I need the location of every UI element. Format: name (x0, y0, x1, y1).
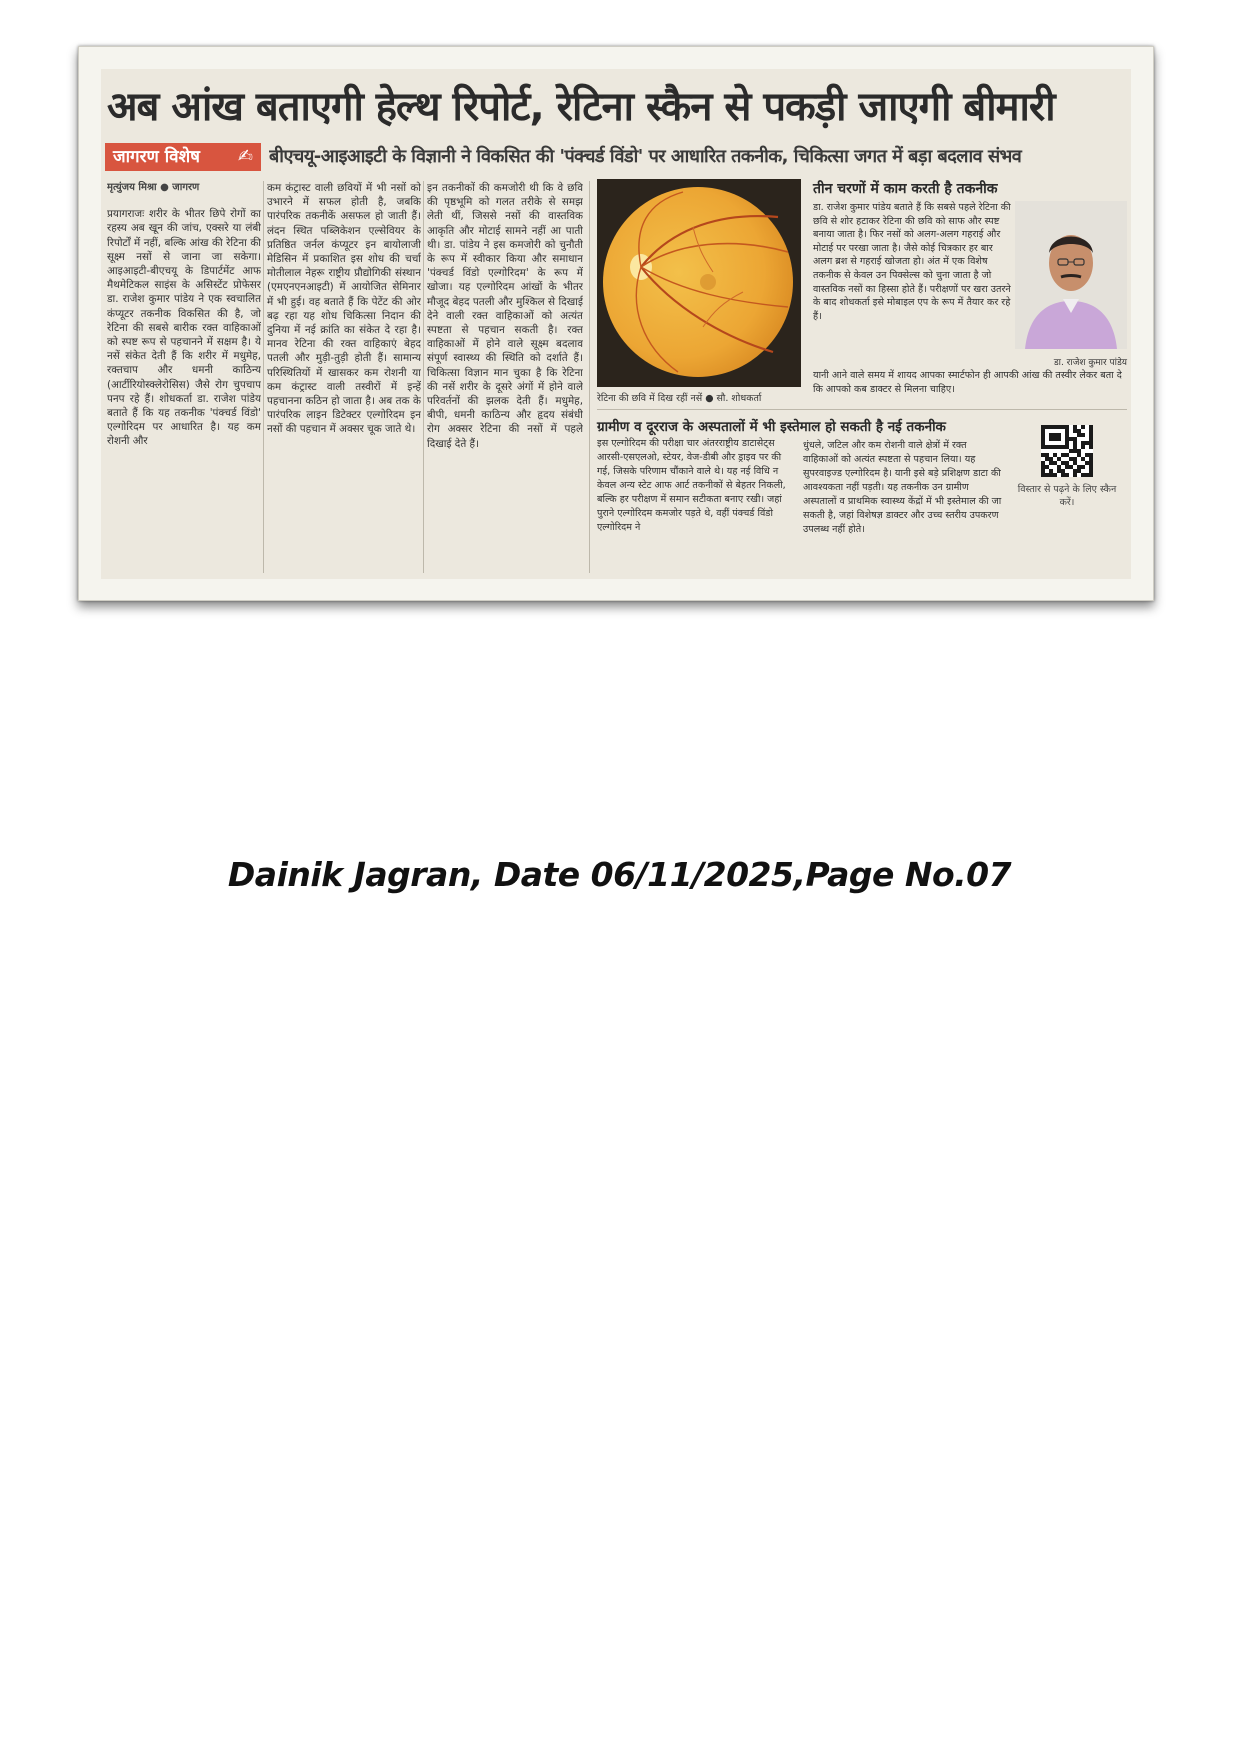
section-tag (105, 143, 261, 171)
clipping-content (101, 69, 1131, 579)
newspaper-clipping (78, 46, 1154, 601)
pen-icon: ✍ (237, 146, 253, 167)
image-caption: रेटिना की छवि में दिख रहीं नसें ● सौ. शोधकर्ता (597, 393, 762, 404)
article-column-2: कम कंट्रास्ट वाली छवियों में भी नसों को उभारने में सफल होती है, जबकि पारंपरिक तकनीकें असफल हो जाती हैं। लंदन स्थित पब्लिकेशन एल्सेवियर के प्रतिष्ठित जर्नल कंप्यूटर इन बायोलाजी मेडिसिन में प्रकाशित इस शोध की चर्चा मोतीलाल नेहरू राष्ट्रीय प्रौद्योगिकी संस्थान (एमएनएनआइटी) में आयोजित सेमिनार में भी हुई। वह बताते हैं कि पेटेंट की ओर बढ़ रहा यह शोध चिकित्सा निदान की दुनिया में नई क्रांति का संकेत दे रहा है। मानव रेटिना की रक्त वाहिकाएं बेहद पतली और मुड़ी-तुड़ी होती हैं। सामान्य परिस्थितियों में खासकर कम रोशनी या कम कंट्रास्ट वाली तस्वीरों में इन्हें पहचानना कठिन हो जाता है। अब तक के पारंपरिक लाइन डिटेक्टर एल्गोरिदम इन नसों की पहचान में अक्सर चूक जाते थे। (267, 182, 421, 436)
column-divider (589, 181, 590, 573)
researcher-photo (1015, 201, 1127, 349)
photo-caption: डा. राजेश कुमार पांडेय (1053, 358, 1127, 368)
scan-instruction: विस्तार से पढ़ने के लिए स्कैन करें। (1017, 484, 1117, 508)
qr-code (1041, 425, 1093, 477)
section-tag-label: जागरण विशेष (113, 147, 200, 167)
article-column-3: इन तकनीकों की कमजोरी थी कि वे छवि की पृष्ठभूमि को गलत तरीके से समझ लेती थीं, जिससे नसों की वास्तविक आकृति और मोटाई सामने नहीं आ पाती थी। डा. पांडेय ने इस कमजोरी को चुनौती के रूप में स्वीकार किया और समाधान 'पंक्चर्ड विंडो एल्गोरिदम' के रूप में खोजा। यह एल्गोरिदम आंखों के भीतर मौजूद बेहद पतली और मुश्किल से दिखाई देने वाली रक्त वाहिकाओं को अत्यंत स्पष्टता से पहचान सकती है। रक्त वाहिकाओं में होने वाले सूक्ष्म बदलाव संपूर्ण स्वास्थ्य की स्थिति को दर्शाते हैं। चिकित्सा विज्ञान मान चुका है कि रेटिना की नसें शरीर के दूसरे अंगों में होने वाले परिवर्तनों की झलक देती हैं। मधुमेह, बीपी, धमनी काठिन्य और हृदय संबंधी रोग अक्सर रेटिना की नसों में पहले दिखाई देते हैं। (427, 182, 583, 450)
byline: मृत्युंजय मिश्रा ● जागरण (107, 182, 200, 193)
column-divider (423, 181, 424, 573)
sidebar-text: डा. राजेश कुमार पांडेय बताते हैं कि सबसे पहले रेटिना की छवि से शोर हटाकर रेटिना की छवि को साफ और स्पष्ट बनाया जाता है। फिर नसों को अलग-अलग गहराई और मोटाई पर परखा जाता है। जैसे कोई चित्रकार हर बार अलग ब्रश से गहराई खोजता हो। अंत में एक विशेष तकनीक से केवल उन पिक्सेल्स को चुना जाता है जो वास्तविक नसों का हिस्सा होते हैं। परीक्षणों पर खरा उतरने के बाद शोधकर्ता इसे मोबाइल एप के रूप में तैयार कर रहे हैं। (813, 202, 1011, 322)
column-1-text: प्रयागराजः शरीर के भीतर छिपे रोगों का रहस्य अब खून की जांच, एक्सरे या लंबी रिपोर्टों में नहीं, बल्कि आंख की रेटिना की सूक्ष्म नसों से जाना जा सकेगा। आइआइटी-बीएचयू के डिपार्टमेंट आफ मैथमेटिकल साइंस के असिस्टेंट प्रोफेसर डा. राजेश कुमार पांडेय ने एक स्वचालित कंप्यूटर तकनीक विकसित की है, जो रेटिना की सबसे बारीक रक्त वाहिकाओं को स्पष्ट रूप से पहचानने में सक्षम है। ये नसें संकेत देती हैं कि शरीर में मधुमेह, रक्तचाप और धमनी काठिन्य (आर्टीरियोस्क्लेरोसिस) जैसे रोग चुपचाप पनप रहे हैं। शोधकर्ता डा. राजेश पांडेय बताते हैं कि यह तकनीक 'पंक्चर्ड विंडो' एल्गोरिदम पर आधारित है। यह कम रोशनी और (107, 208, 261, 448)
rural-column-2: धुंधले, जटिल और कम रोशनी वाले क्षेत्रों में रक्त वाहिकाओं को अत्यंत स्पष्टता से पहचान लिया। यह सुपरवाइज्ड एल्गोरिदम है। यानी इसे बड़े प्रशिक्षण डाटा की आवश्यकता नहीं पड़ती। यह तकनीक उन ग्रामीण अस्पतालों व प्राथमिक स्वास्थ्य केंद्रों में भी इस्तेमाल की जा सकती है, जहां विशेषज्ञ डाक्टर और उच्च स्तरीय उपकरण उपलब्ध नहीं होते। (803, 440, 1002, 535)
source-caption: Dainik Jagran, Date 06/11/2025,Page No.07 (227, 855, 1012, 894)
article-headline: अब आंख बताएगी हेल्थ रिपोर्ट, रेटिना स्कैन से पकड़ी जाएगी बीमारी (107, 84, 1055, 130)
sidebar-title: तीन चरणों में काम करती है तकनीक (813, 181, 998, 197)
retina-fundus-photo (603, 187, 793, 377)
retina-image (597, 179, 801, 387)
sidebar-text-continued: यानी आने वाले समय में शायद आपका स्मार्टफोन ही आपकी आंख की तस्वीर लेकर बता दे कि आपको कब डाक्टर से मिलना चाहिए। (813, 370, 1122, 395)
section-divider (597, 409, 1127, 410)
rural-section-title: ग्रामीण व दूरराज के अस्पतालों में भी इस्तेमाल हो सकती है नई तकनीक (597, 419, 946, 435)
column-divider (263, 181, 264, 573)
article-subhead: बीएचयू-आइआइटी के विज्ञानी ने विकसित की 'पंक्चर्ड विंडो' पर आधारित तकनीक, चिकित्सा जगत में बड़ा बदलाव संभव (269, 146, 1022, 167)
rural-column-1: इस एल्गोरिदम की परीक्षा चार अंतरराष्ट्रीय डाटासेट्स आरसी-एसएलओ, स्टेयर, वेज-डीबी और ड्राइव पर की गई, जिसके परिणाम चौंकाने वाले थे। यह नई विधि न केवल अन्य स्टेट आफ आर्ट तकनीकों से बेहतर निकली, बल्कि हर परीक्षण में समान सटीकता बनाए रखी। जहां पुराने एल्गोरिदम कमजोर पड़ते थे, वहीं पंक्चर्ड विंडो एल्गोरिदम ने (597, 438, 786, 533)
article-column-1 (107, 181, 261, 573)
